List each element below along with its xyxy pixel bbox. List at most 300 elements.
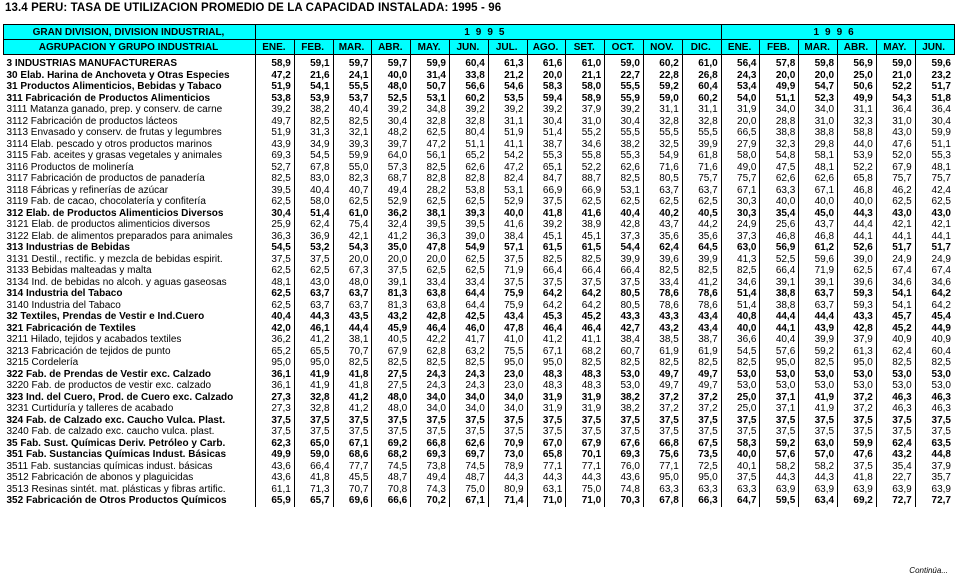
value-cell: 54,7 <box>799 81 838 93</box>
value-cell: 53,0 <box>838 369 877 381</box>
value-cell: 69,6 <box>333 495 372 507</box>
row-label: 3133 Bebidas malteadas y malta <box>6 265 152 277</box>
value-cell: 67,1 <box>799 185 838 197</box>
value-cell: 22,7 <box>605 70 644 82</box>
value-cell: 37,5 <box>760 426 799 438</box>
value-cell: 39,5 <box>256 185 295 197</box>
value-cell: 55,5 <box>682 127 721 139</box>
value-cell: 77,7 <box>333 461 372 473</box>
value-cell: 59,9 <box>411 55 450 70</box>
value-cell: 53,5 <box>488 93 527 105</box>
value-cell: 53,0 <box>838 380 877 392</box>
value-cell: 43,4 <box>488 311 527 323</box>
row-label: 324 Fab. de Calzado exc. Caucho Vulca. Plast. <box>6 414 226 426</box>
value-cell: 43,7 <box>643 219 682 231</box>
value-cell: 51,9 <box>488 127 527 139</box>
row-label: 3118 Fábricas y refinerías de azúcar <box>6 184 169 196</box>
value-cell: 32,8 <box>449 116 488 128</box>
value-cell: 37,5 <box>256 426 295 438</box>
value-cell: 41,9 <box>294 380 333 392</box>
value-cell: 62,5 <box>256 196 295 208</box>
value-cell: 57,0 <box>799 449 838 461</box>
value-cell: 48,7 <box>372 472 411 484</box>
value-cell: 53,0 <box>876 380 915 392</box>
value-cell: 75,7 <box>721 173 760 185</box>
value-cell: 51,7 <box>915 81 954 93</box>
value-cell: 37,2 <box>643 392 682 404</box>
value-cell: 53,2 <box>294 242 333 254</box>
value-cell: 53,0 <box>799 380 838 392</box>
row-label: 3114 Elab. pescado y otros productos marinos <box>6 138 212 150</box>
value-cell: 45,3 <box>527 311 566 323</box>
table-row <box>4 116 955 128</box>
value-cell: 57,8 <box>760 55 799 70</box>
value-cell: 54,5 <box>256 242 295 254</box>
value-cell: 41,2 <box>682 277 721 289</box>
value-cell: 67,0 <box>527 438 566 450</box>
row-label: 312 Elab. de Productos Alimenticios Diversos <box>6 207 224 219</box>
value-cell: 64,2 <box>915 300 954 312</box>
value-cell: 63,9 <box>876 484 915 496</box>
value-cell: 37,5 <box>294 254 333 266</box>
value-cell: 59,0 <box>605 55 644 70</box>
value-cell: 43,0 <box>294 277 333 289</box>
value-cell: 62,5 <box>411 265 450 277</box>
value-cell: 31,0 <box>566 116 605 128</box>
value-cell: 95,0 <box>488 357 527 369</box>
value-cell: 49,7 <box>682 369 721 381</box>
value-cell: 62,6 <box>760 173 799 185</box>
month-header-1995: MAY. <box>411 40 450 55</box>
value-cell: 37,5 <box>643 415 682 427</box>
value-cell: 65,8 <box>838 173 877 185</box>
value-cell: 53,0 <box>721 369 760 381</box>
value-cell: 70,9 <box>488 438 527 450</box>
table-row <box>4 346 955 358</box>
value-cell: 27,3 <box>256 392 295 404</box>
value-cell: 40,7 <box>333 185 372 197</box>
value-cell: 60,4 <box>682 81 721 93</box>
value-cell: 41,2 <box>527 334 566 346</box>
value-cell: 62,5 <box>411 196 450 208</box>
month-header-1995: AGO. <box>527 40 566 55</box>
value-cell: 42,4 <box>915 185 954 197</box>
value-cell: 52,9 <box>488 196 527 208</box>
value-cell: 42,1 <box>876 219 915 231</box>
value-cell: 58,0 <box>721 150 760 162</box>
value-cell: 37,5 <box>605 415 644 427</box>
value-cell: 67,4 <box>915 265 954 277</box>
value-cell: 27,3 <box>256 403 295 415</box>
value-cell: 38,7 <box>527 139 566 151</box>
value-cell: 31,9 <box>566 392 605 404</box>
value-cell: 37,5 <box>527 415 566 427</box>
value-cell: 63,9 <box>760 484 799 496</box>
value-cell: 56,1 <box>411 150 450 162</box>
value-cell: 37,5 <box>411 426 450 438</box>
row-label: 3220 Fab. de productos de vestir exc. calzado <box>6 380 212 392</box>
value-cell: 47,8 <box>411 242 450 254</box>
value-cell: 37,5 <box>527 277 566 289</box>
table-row <box>4 403 955 415</box>
value-cell: 49,9 <box>760 81 799 93</box>
value-cell: 54,8 <box>760 150 799 162</box>
value-cell: 62,5 <box>333 196 372 208</box>
value-cell: 25,0 <box>721 392 760 404</box>
value-cell: 36,2 <box>256 334 295 346</box>
value-cell: 82,5 <box>643 265 682 277</box>
value-cell: 48,3 <box>566 380 605 392</box>
value-cell: 34,0 <box>411 392 450 404</box>
value-cell: 41,2 <box>333 403 372 415</box>
table-row <box>4 265 955 277</box>
value-cell: 53,0 <box>799 369 838 381</box>
value-cell: 63,7 <box>333 288 372 300</box>
value-cell: 43,6 <box>256 461 295 473</box>
value-cell: 69,2 <box>838 495 877 507</box>
value-cell: 66,5 <box>721 127 760 139</box>
month-header-1996: MAR. <box>799 40 838 55</box>
value-cell: 45,9 <box>372 323 411 335</box>
value-cell: 58,3 <box>527 81 566 93</box>
value-cell: 61,5 <box>527 242 566 254</box>
value-cell: 39,1 <box>372 277 411 289</box>
value-cell: 55,8 <box>566 150 605 162</box>
value-cell: 39,1 <box>799 277 838 289</box>
value-cell: 48,1 <box>799 162 838 174</box>
value-cell: 33,4 <box>449 277 488 289</box>
value-cell: 40,4 <box>294 185 333 197</box>
value-cell: 50,6 <box>838 81 877 93</box>
value-cell: 44,8 <box>915 449 954 461</box>
value-cell: 37,5 <box>682 415 721 427</box>
year-1996-header: 1996 <box>721 25 954 40</box>
table-row <box>4 357 955 369</box>
value-cell: 37,5 <box>566 277 605 289</box>
value-cell: 39,2 <box>527 104 566 116</box>
value-cell: 95,0 <box>682 472 721 484</box>
value-cell: 66,4 <box>605 265 644 277</box>
row-label: 3115 Fab. aceites y grasas vegetales y animales <box>6 150 222 162</box>
value-cell: 63,5 <box>915 438 954 450</box>
value-cell: 53,9 <box>838 150 877 162</box>
value-cell: 51,7 <box>876 242 915 254</box>
value-cell: 65,2 <box>256 346 295 358</box>
value-cell: 31,1 <box>682 104 721 116</box>
value-cell: 38,8 <box>760 127 799 139</box>
value-cell: 52,3 <box>799 93 838 105</box>
value-cell: 83,0 <box>294 173 333 185</box>
value-cell: 62,5 <box>876 196 915 208</box>
value-cell: 82,5 <box>799 357 838 369</box>
value-cell: 37,5 <box>488 426 527 438</box>
value-cell: 82,5 <box>411 357 450 369</box>
value-cell: 40,0 <box>721 449 760 461</box>
value-cell: 80,5 <box>643 173 682 185</box>
row-label: 3 INDUSTRIAS MANUFACTURERAS <box>6 58 178 70</box>
table-row <box>4 334 955 346</box>
value-cell: 55,2 <box>566 127 605 139</box>
value-cell: 78,6 <box>643 288 682 300</box>
value-cell: 44,3 <box>838 208 877 220</box>
value-cell: 70,7 <box>333 484 372 496</box>
value-cell: 41,8 <box>527 208 566 220</box>
value-cell: 53,0 <box>915 380 954 392</box>
value-cell: 82,5 <box>372 357 411 369</box>
value-cell: 63,0 <box>799 438 838 450</box>
value-cell: 35,6 <box>682 231 721 243</box>
value-cell: 63,3 <box>682 484 721 496</box>
value-cell: 82,5 <box>605 173 644 185</box>
value-cell: 34,0 <box>488 392 527 404</box>
value-cell: 30,3 <box>721 196 760 208</box>
value-cell: 67,3 <box>333 265 372 277</box>
value-cell: 43,7 <box>799 219 838 231</box>
value-cell: 66,4 <box>566 265 605 277</box>
value-cell: 72,7 <box>876 495 915 507</box>
value-cell: 82,5 <box>682 265 721 277</box>
value-cell: 73,0 <box>488 449 527 461</box>
value-cell: 67,6 <box>605 438 644 450</box>
value-cell: 68,7 <box>372 173 411 185</box>
value-cell: 56,6 <box>449 81 488 93</box>
value-cell: 37,5 <box>449 426 488 438</box>
value-cell: 53,1 <box>488 185 527 197</box>
value-cell: 43,4 <box>682 323 721 335</box>
value-cell: 59,5 <box>760 495 799 507</box>
value-cell: 46,8 <box>760 231 799 243</box>
value-cell: 58,9 <box>256 55 295 70</box>
value-cell: 37,1 <box>760 403 799 415</box>
value-cell: 59,2 <box>799 346 838 358</box>
value-cell: 64,5 <box>682 242 721 254</box>
value-cell: 66,4 <box>294 461 333 473</box>
value-cell: 68,2 <box>372 449 411 461</box>
value-cell: 36,9 <box>294 231 333 243</box>
value-cell: 82,5 <box>643 357 682 369</box>
value-cell: 51,8 <box>915 93 954 105</box>
value-cell: 58,2 <box>760 461 799 473</box>
value-cell: 45,5 <box>333 472 372 484</box>
table-row <box>4 288 955 300</box>
value-cell: 82,5 <box>682 357 721 369</box>
table-row <box>4 472 955 484</box>
value-cell: 68,2 <box>566 346 605 358</box>
value-cell: 82,5 <box>605 357 644 369</box>
table-row <box>4 277 955 289</box>
value-cell: 41,8 <box>333 380 372 392</box>
value-cell: 75,0 <box>449 484 488 496</box>
value-cell: 44,3 <box>566 472 605 484</box>
value-cell: 54,5 <box>294 150 333 162</box>
value-cell: 95,0 <box>760 357 799 369</box>
value-cell: 49,7 <box>256 116 295 128</box>
value-cell: 67,8 <box>643 495 682 507</box>
value-cell: 48,7 <box>449 472 488 484</box>
value-cell: 59,6 <box>915 55 954 70</box>
value-cell: 45,2 <box>876 323 915 335</box>
value-cell: 49,9 <box>256 449 295 461</box>
table-row <box>4 185 955 197</box>
value-cell: 54,2 <box>488 150 527 162</box>
value-cell: 32,3 <box>760 139 799 151</box>
value-cell: 44,1 <box>838 231 877 243</box>
value-cell: 41,9 <box>799 403 838 415</box>
value-cell: 34,0 <box>449 392 488 404</box>
value-cell: 39,9 <box>799 334 838 346</box>
value-cell: 43,0 <box>915 208 954 220</box>
value-cell: 37,5 <box>876 415 915 427</box>
value-cell: 40,0 <box>838 196 877 208</box>
value-cell: 42,7 <box>605 323 644 335</box>
value-cell: 53,0 <box>605 380 644 392</box>
value-cell: 41,8 <box>294 472 333 484</box>
value-cell: 59,1 <box>294 55 333 70</box>
value-cell: 82,5 <box>566 357 605 369</box>
value-cell: 38,1 <box>411 208 450 220</box>
value-cell: 95,0 <box>527 357 566 369</box>
value-cell: 82,5 <box>294 116 333 128</box>
value-cell: 37,5 <box>915 426 954 438</box>
row-label: 311 Fabricación de Productos Alimenticios <box>6 92 211 104</box>
value-cell: 37,5 <box>488 415 527 427</box>
value-cell: 56,4 <box>721 55 760 70</box>
value-cell: 54,5 <box>721 346 760 358</box>
value-cell: 39,9 <box>682 139 721 151</box>
table-body <box>4 55 955 507</box>
value-cell: 64,7 <box>721 495 760 507</box>
value-cell: 48,0 <box>372 81 411 93</box>
table-row <box>4 380 955 392</box>
value-cell: 75,6 <box>643 449 682 461</box>
value-cell: 63,3 <box>643 484 682 496</box>
value-cell: 44,3 <box>799 472 838 484</box>
value-cell: 43,3 <box>643 311 682 323</box>
value-cell: 54,9 <box>643 150 682 162</box>
value-cell: 52,7 <box>256 162 295 174</box>
row-label: 3117 Fabricación de productos de panadería <box>6 173 205 185</box>
value-cell: 59,0 <box>643 93 682 105</box>
value-cell: 48,0 <box>372 392 411 404</box>
value-cell: 62,5 <box>449 265 488 277</box>
value-cell: 37,5 <box>256 415 295 427</box>
value-cell: 32,8 <box>294 392 333 404</box>
value-cell: 75,5 <box>488 346 527 358</box>
value-cell: 21,2 <box>488 70 527 82</box>
stub-header-line2: AGRUPACION Y GRUPO INDUSTRIAL <box>4 40 256 55</box>
value-cell: 69,3 <box>605 449 644 461</box>
value-cell: 23,0 <box>488 369 527 381</box>
value-cell: 34,9 <box>294 139 333 151</box>
value-cell: 23,2 <box>915 70 954 82</box>
page-title: 13.4 PERU: TASA DE UTILIZACION PROMEDIO DE LA CAPACIDAD INSTALADA: 1995 - 96 <box>5 2 502 14</box>
value-cell: 74,5 <box>449 461 488 473</box>
value-cell: 39,5 <box>411 219 450 231</box>
value-cell: 53,8 <box>256 93 295 105</box>
value-cell: 73,5 <box>682 449 721 461</box>
value-cell: 60,4 <box>449 55 488 70</box>
value-cell: 62,5 <box>838 265 877 277</box>
value-cell: 44,0 <box>838 139 877 151</box>
table-row <box>4 495 955 507</box>
value-cell: 62,5 <box>411 127 450 139</box>
value-cell: 56,9 <box>760 242 799 254</box>
value-cell: 45,2 <box>566 311 605 323</box>
value-cell: 46,1 <box>294 323 333 335</box>
table-row <box>4 81 955 93</box>
value-cell: 54,4 <box>605 242 644 254</box>
value-cell: 62,4 <box>643 242 682 254</box>
value-cell: 28,2 <box>411 185 450 197</box>
value-cell: 42,8 <box>411 311 450 323</box>
value-cell: 71,6 <box>643 162 682 174</box>
value-cell: 58,9 <box>566 93 605 105</box>
value-cell: 33,4 <box>411 277 450 289</box>
value-cell: 49,7 <box>682 380 721 392</box>
value-cell: 24,1 <box>333 70 372 82</box>
value-cell: 60,2 <box>682 93 721 105</box>
value-cell: 43,6 <box>605 472 644 484</box>
month-header-1995: NOV. <box>643 40 682 55</box>
row-label: 3116 Productos de molinería <box>6 161 134 173</box>
value-cell: 70,3 <box>605 495 644 507</box>
value-cell: 46,3 <box>915 403 954 415</box>
value-cell: 53,1 <box>411 93 450 105</box>
value-cell: 43,9 <box>256 139 295 151</box>
value-cell: 26,8 <box>682 70 721 82</box>
value-cell: 55,5 <box>605 81 644 93</box>
value-cell: 34,0 <box>449 403 488 415</box>
value-cell: 31,4 <box>411 70 450 82</box>
month-header-1996: ABR. <box>838 40 877 55</box>
value-cell: 63,7 <box>294 288 333 300</box>
value-cell: 51,9 <box>256 81 295 93</box>
value-cell: 74,3 <box>411 484 450 496</box>
value-cell: 78,6 <box>643 300 682 312</box>
value-cell: 39,2 <box>488 104 527 116</box>
value-cell: 60,2 <box>449 93 488 105</box>
value-cell: 34,6 <box>915 277 954 289</box>
value-cell: 40,5 <box>682 208 721 220</box>
value-cell: 31,3 <box>294 127 333 139</box>
value-cell: 54,9 <box>449 242 488 254</box>
value-cell: 66,8 <box>411 438 450 450</box>
row-label: 3211 Hilado, tejidos y acabados textiles <box>6 334 182 346</box>
value-cell: 38,4 <box>605 334 644 346</box>
value-cell: 76,0 <box>605 461 644 473</box>
value-cell: 37,2 <box>838 403 877 415</box>
row-label: 3111 Matanza ganado, prep. y conserv. de carne <box>6 104 223 116</box>
value-cell: 62,4 <box>876 438 915 450</box>
value-cell: 54,3 <box>876 93 915 105</box>
month-header-1995: FEB. <box>294 40 333 55</box>
value-cell: 71,6 <box>682 162 721 174</box>
value-cell: 35,6 <box>643 231 682 243</box>
value-cell: 52,5 <box>372 93 411 105</box>
value-cell: 43,4 <box>682 311 721 323</box>
value-cell: 47,5 <box>760 162 799 174</box>
value-cell: 52,2 <box>838 162 877 174</box>
value-cell: 24,3 <box>449 380 488 392</box>
value-cell: 24,3 <box>721 70 760 82</box>
value-cell: 65,5 <box>294 346 333 358</box>
value-cell: 38,2 <box>294 104 333 116</box>
value-cell: 57,6 <box>760 449 799 461</box>
value-cell: 37,5 <box>488 277 527 289</box>
value-cell: 37,5 <box>838 415 877 427</box>
value-cell: 41,0 <box>488 334 527 346</box>
value-cell: 34,0 <box>488 403 527 415</box>
